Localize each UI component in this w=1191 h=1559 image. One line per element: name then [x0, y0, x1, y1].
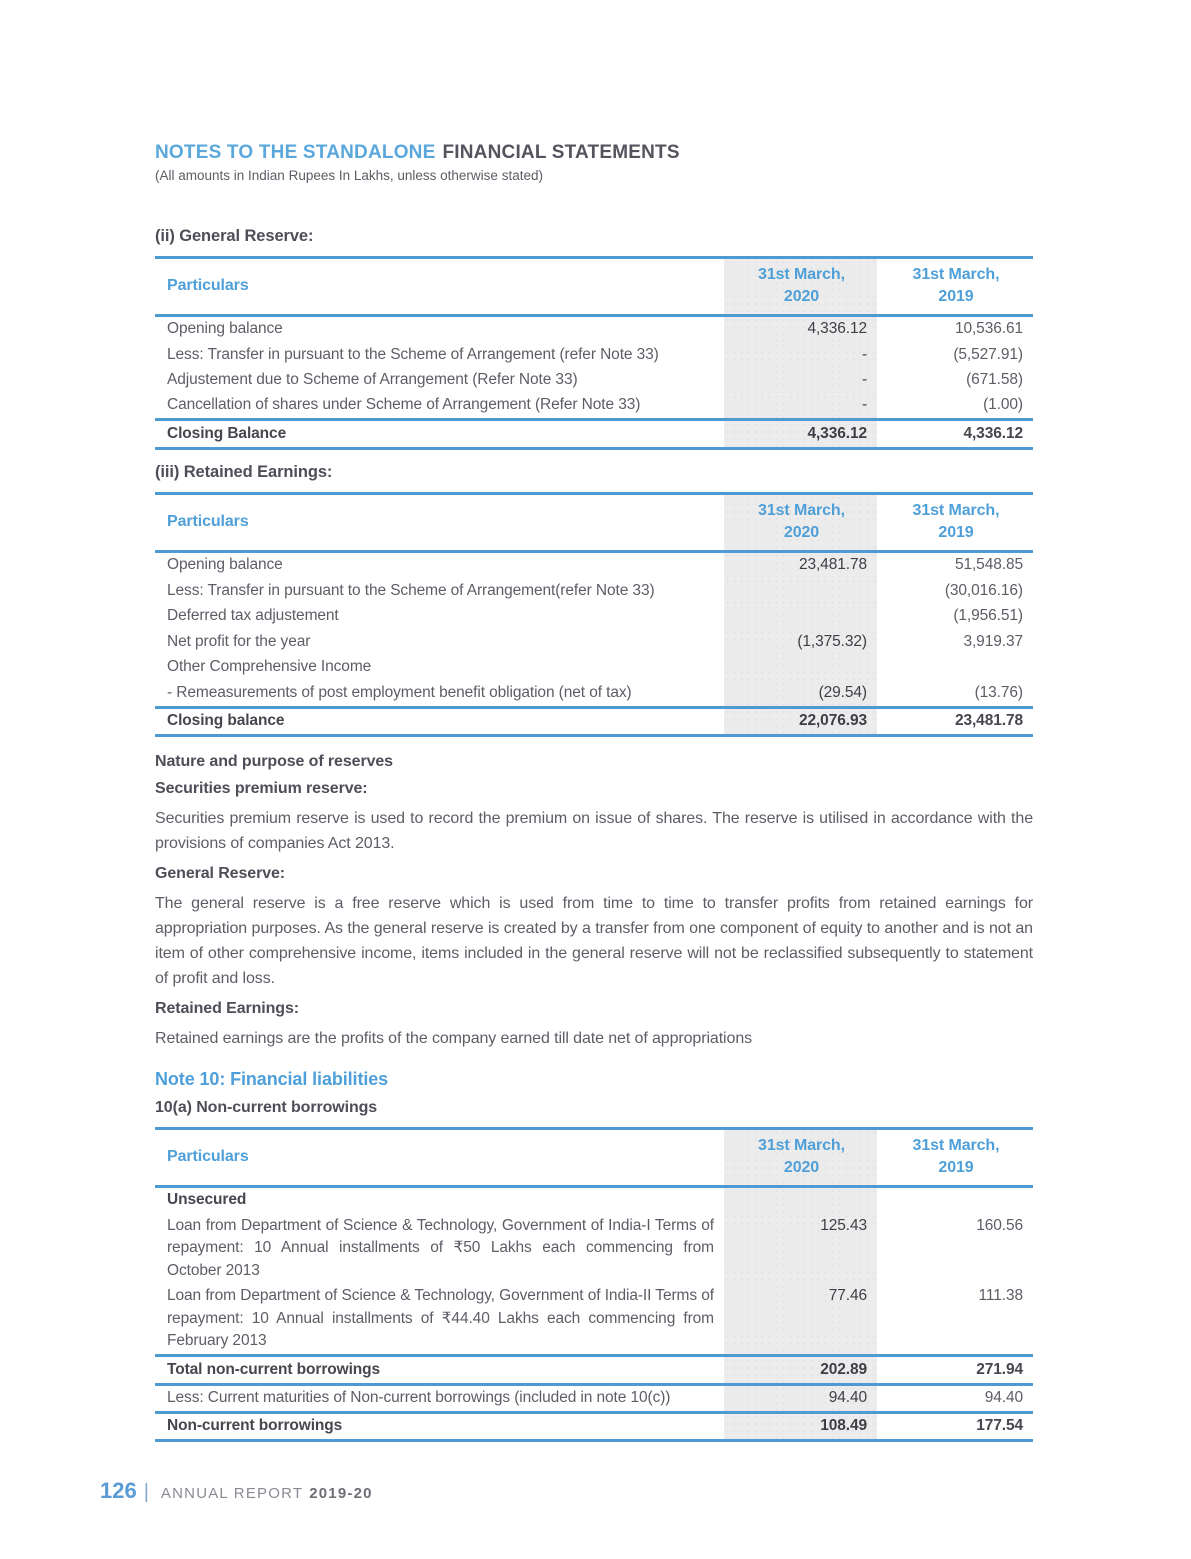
value-2020: 125.43: [724, 1213, 877, 1283]
section-heading-retained-earnings: (iii) Retained Earnings:: [155, 462, 333, 481]
table-row: [155, 680, 1033, 707]
page-content: [155, 0, 1033, 1442]
row-label: Loan from Department of Science & Technology, Government of India-II Terms of repayment: 10 Annual installments of ₹44.40 Lakhs each commencing from February 2013: [167, 1287, 714, 1350]
value-2019: 177.54: [877, 1412, 1033, 1440]
column-header-line: 31st March,: [758, 501, 845, 519]
table-row: [155, 604, 1033, 629]
closing-balance-row: [155, 420, 1033, 448]
value-2020: 108.49: [724, 1412, 877, 1440]
retained-earnings-table: [155, 492, 1033, 737]
section-heading-general-reserve: (ii) General Reserve:: [155, 226, 314, 245]
column-header-2019: [877, 1128, 1033, 1186]
net-borrowings-row: [155, 1412, 1033, 1440]
row-label: Closing Balance: [155, 420, 724, 448]
column-header-2020: [724, 1128, 877, 1186]
table-row: [155, 393, 1033, 420]
value-2020: [724, 1186, 877, 1213]
table-row-unsecured: [155, 1186, 1033, 1213]
paragraph-retained-earnings: Retained earnings are the profits of the company earned till date net of appropriations: [155, 1029, 753, 1047]
row-label: - Remeasurements of post employment benefit obligation (net of tax): [167, 683, 632, 701]
table-row-loan-2: [155, 1284, 1033, 1356]
value-2019: (1.00): [983, 396, 1023, 414]
table-row: [155, 629, 1033, 654]
table-row-less-current-maturities: [155, 1384, 1033, 1412]
footer-separator: |: [143, 1481, 149, 1503]
value-2020: 22,076.93: [724, 707, 877, 735]
value-2019: 23,481.78: [877, 707, 1033, 735]
row-label: Unsecured: [167, 1191, 247, 1209]
value-2019: 3,919.37: [963, 632, 1023, 650]
row-label: Cancellation of shares under Scheme of Arrangement (Refer Note 33): [167, 396, 641, 414]
value-2020: 94.40: [724, 1384, 877, 1412]
value-2019: 10,536.61: [954, 320, 1023, 338]
row-label: Deferred tax adjustement: [167, 607, 339, 625]
heading-note-10: Note 10: Financial liabilities: [155, 1068, 389, 1089]
column-header-2020: [724, 257, 877, 315]
row-label: Less: Transfer in pursuant to the Scheme of Arrangement(refer Note 33): [167, 581, 655, 599]
column-header-particulars: Particulars: [155, 1128, 724, 1186]
value-2020: [724, 655, 877, 680]
total-borrowings-row: [155, 1356, 1033, 1384]
non-current-borrowings-table: [155, 1127, 1033, 1442]
heading-10a-non-current-borrowings: 10(a) Non-current borrowings: [155, 1098, 378, 1116]
value-2020: [724, 604, 877, 629]
table-row: [155, 368, 1033, 393]
footer-report-title: ANNUAL REPORT: [160, 1485, 304, 1502]
value-2020: (29.54): [724, 680, 877, 707]
value-2020: 77.46: [724, 1284, 877, 1356]
value-2019: (13.76): [974, 683, 1023, 701]
row-label: Opening balance: [167, 320, 283, 338]
column-header-line: 2019: [938, 288, 974, 306]
paragraph-general-reserve: The general reserve is a free reserve which is used from time to time to transfer profits from retained earnings for appropriation purposes. As the general reserve is created by a transfer from one component of equity to another and is not an item of other comprehensive income, items included in the general reserve will not be reclassified subsequently to statement of profit and loss.: [155, 894, 1033, 987]
row-label: Opening balance: [167, 556, 283, 574]
column-header-line: 31st March,: [912, 265, 1000, 283]
paragraph-securities-premium: Securities premium reserve is used to record the premium on issue of shares. The reserve is utilised in accordance with the provisions of companies Act 2013.: [155, 809, 1033, 852]
row-label: Total non-current borrowings: [155, 1356, 724, 1384]
column-header-particulars: Particulars: [155, 257, 724, 315]
row-label: Less: Transfer in pursuant to the Scheme of Arrangement (refer Note 33): [167, 345, 659, 363]
column-header-line: 2019: [938, 524, 974, 542]
footer-report-year: 2019-20: [309, 1485, 373, 1502]
row-label: Loan from Department of Science & Technology, Government of India-I Terms of repayment: 10 Annual installments of ₹50 Lakhs each commencing from October 2013: [167, 1216, 714, 1279]
table-header-row: [155, 1128, 1033, 1186]
table-row: [155, 578, 1033, 603]
closing-balance-row: [155, 707, 1033, 735]
value-2020: 23,481.78: [724, 551, 877, 578]
value-2019: 271.94: [877, 1356, 1033, 1384]
row-label: Non-current borrowings: [155, 1412, 724, 1440]
value-2020: 4,336.12: [724, 420, 877, 448]
page-number: 126: [100, 1478, 137, 1503]
heading-retained-earnings-note: Retained Earnings:: [155, 999, 300, 1017]
column-header-line: 2020: [783, 1159, 820, 1177]
column-header-2019: [877, 257, 1033, 315]
value-2019: (5,527.91): [953, 345, 1023, 363]
page-title-blue-part: NOTES TO THE STANDALONE: [155, 142, 436, 163]
heading-securities-premium: Securities premium reserve:: [155, 779, 368, 797]
heading-nature-purpose: Nature and purpose of reserves: [155, 752, 393, 770]
column-header-particulars: Particulars: [155, 493, 724, 551]
general-reserve-table: [155, 256, 1033, 450]
row-label: Less: Current maturities of Non-current borrowings (included in note 10(c)): [167, 1389, 671, 1407]
column-header-line: 31st March,: [758, 265, 845, 283]
value-2019: 111.38: [978, 1287, 1023, 1305]
value-2020: -: [724, 342, 877, 367]
page-footer: [100, 1478, 373, 1504]
table-row: [155, 551, 1033, 578]
value-2019: (671.58): [966, 371, 1023, 389]
row-label: Other Comprehensive Income: [167, 658, 372, 676]
table-row: [155, 655, 1033, 680]
value-2020: (1,375.32): [724, 629, 877, 654]
row-label: Closing balance: [155, 707, 724, 735]
value-2019: 4,336.12: [877, 420, 1033, 448]
value-2019: [877, 1186, 1033, 1213]
value-2019: (30,016.16): [944, 581, 1023, 599]
column-header-2019: [877, 493, 1033, 551]
table-header-row: [155, 257, 1033, 315]
heading-general-reserve-note: General Reserve:: [155, 864, 286, 882]
value-2019: 160.56: [976, 1216, 1023, 1234]
value-2019: 51,548.85: [954, 556, 1023, 574]
column-header-line: 2020: [783, 288, 820, 306]
column-header-2020: [724, 493, 877, 551]
table-row-loan-1: [155, 1213, 1033, 1283]
value-2020: [724, 578, 877, 603]
value-2019: 94.40: [984, 1389, 1023, 1407]
table-row: [155, 342, 1033, 367]
page-title: [155, 142, 1033, 165]
column-header-line: 2020: [783, 524, 820, 542]
value-2019: [877, 655, 1033, 680]
row-label: Adjustement due to Scheme of Arrangement (Refer Note 33): [167, 371, 578, 389]
page-subtitle: (All amounts in Indian Rupees In Lakhs, unless otherwise stated): [155, 167, 543, 183]
column-header-line: 31st March,: [912, 501, 1000, 519]
value-2020: 4,336.12: [724, 315, 877, 342]
value-2020: -: [724, 368, 877, 393]
column-header-line: 31st March,: [758, 1136, 845, 1154]
table-header-row: [155, 493, 1033, 551]
value-2020: 202.89: [724, 1356, 877, 1384]
page-title-dark-part: FINANCIAL STATEMENTS: [442, 142, 680, 163]
value-2020: -: [724, 393, 877, 420]
row-label: Net profit for the year: [167, 632, 311, 650]
table-row: [155, 315, 1033, 342]
column-header-line: 31st March,: [912, 1136, 1000, 1154]
value-2019: (1,956.51): [953, 607, 1023, 625]
column-header-line: 2019: [938, 1159, 974, 1177]
